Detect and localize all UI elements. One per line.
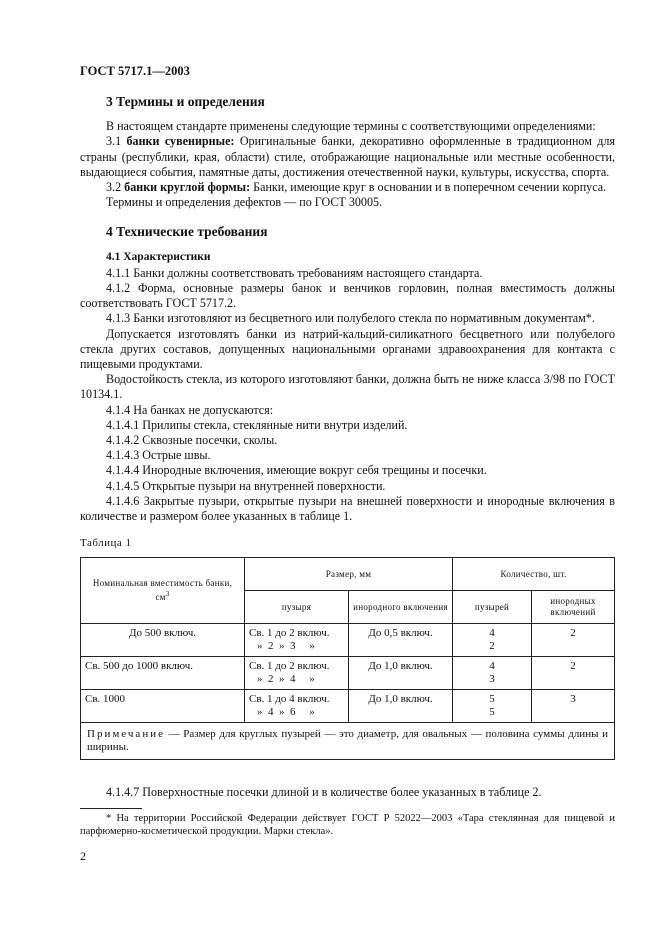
defects-table (80, 557, 615, 760)
clause-4-1-1: 4.1.1 Банки должны соответствовать требованиям настоящего стандарта. (106, 265, 483, 280)
table-caption: Таблица 1 (80, 537, 132, 550)
header-capacity: Номинальная вместимость банки, $см^3$ (81, 558, 245, 624)
cell-bubble-qty: 4 2 (453, 624, 532, 657)
header-size-inclusions: инородного включения (349, 591, 453, 624)
cell-capacity: Св. 1000 (81, 690, 245, 723)
section-3-intro: В настоящем стандарте применены следующие термины с соответствующими определениями: (106, 119, 596, 134)
table-note-text: — Размер для круглых пузырей — это диаметр, для овальных — половина суммы длины и ширины. (87, 728, 608, 754)
term-3-1-definition: Оригинальные банки, декоративно оформленные в традиционном для страны (республики, края, области) стиле, отображающие национальные или местные особенности, выдающиеся события, памятные даты, достижения отечественной науки, культуры, искусства, спорта. (80, 134, 616, 179)
cell-bubble-qty: 5 5 (453, 690, 532, 723)
header-quantity: Количество, шт. (453, 558, 615, 591)
page-header: ГОСТ 5717.1—2003 (80, 64, 190, 78)
cell-inclusion-qty: 2 (532, 624, 615, 657)
clause-4-1-4-6: 4.1.4.6 Закрытые пузыри, открытые пузыри на внешней поверхности и инородные включения в количестве и размером более указанных в таблице 1. (80, 493, 615, 524)
cell-inclusion-qty: 3 (532, 690, 615, 723)
clause-4-1-4-5: 4.1.4.5 Открытые пузыри на внутренней поверхности. (106, 478, 386, 493)
term-3-1 (80, 134, 615, 180)
clause-4-1-4-1: 4.1.4.1 Прилипы стекла, стеклянные нити внутри изделий. (106, 417, 408, 432)
term-3-1-term: банки сувенирные: (126, 134, 235, 149)
term-3-1-number: 3.1 (106, 134, 127, 149)
cell-capacity: До 500 включ. (81, 624, 245, 657)
clause-4-1-4-4: 4.1.4.4 Инородные включения, имеющие вокруг себя трещины и посечки. (106, 463, 487, 478)
term-3-2 (80, 180, 615, 195)
cell-inclusion-size: До 1,0 включ. (349, 690, 453, 723)
header-size: Размер, мм (245, 558, 453, 591)
clause-4-1-3: 4.1.3 Банки изготовляют из бесцветного или полубелого стекла по нормативным документам*. (106, 311, 595, 326)
clause-4-1-2: 4.1.2 Форма, основные размеры банок и венчиков горловин, полная вместимость должны соответствовать ГОСТ 5717.2. (80, 281, 615, 311)
subsection-4-1-title: 4.1 Характеристики (106, 250, 211, 263)
clause-allowance: Допускается изготовлять банки из натрий-кальций-силикатного бесцветного или полубелого стекла других составов, допущенных национальными органами здравоохранения для контакта с пищевыми продуктами. (80, 326, 615, 372)
section-4-title: 4 Технические требования (106, 224, 268, 240)
defects-reference: Термины и определения дефектов — по ГОСТ 30005. (106, 195, 383, 210)
clause-4-1-4-2: 4.1.4.2 Сквозные посечки, сколы. (106, 433, 278, 448)
term-3-2-term: банки круглой формы: (124, 180, 251, 195)
footnote: * На территории Российской Федерации действует ГОСТ Р 52022—2003 «Тара стеклянная для пищевой и парфюмерно-косметической продукции. Марки стекла». (80, 813, 615, 837)
page-content (80, 94, 615, 801)
cell-inclusion-qty: 2 (532, 657, 615, 690)
section-3-title: 3 Термины и определения (106, 94, 265, 109)
cell-bubble-qty: 4 3 (453, 657, 532, 690)
cell-inclusion-size: До 0,5 включ. (349, 624, 453, 657)
page-number: 2 (80, 849, 86, 863)
clause-water-resistance: Водостойкость стекла, из которого изготовляют банки, должна быть не ниже класса 3/98 по ГОСТ 10134.1. (80, 372, 615, 402)
table-note-label: Примечание (87, 728, 165, 741)
term-3-2-number: 3.2 (106, 180, 125, 195)
clause-4-1-4-3: 4.1.4.3 Острые швы. (106, 448, 211, 463)
cell-bubble-size: Св. 1 до 4 включ. » 4 » 6 » (245, 690, 349, 723)
cell-capacity: Св. 500 до 1000 включ. (81, 657, 245, 690)
table-row (81, 690, 615, 723)
table-note (81, 723, 615, 760)
table-row (81, 624, 615, 657)
clause-4-1-4-7: 4.1.4.7 Поверхностные посечки длиной и в количестве более указанных в таблице 2. (106, 785, 542, 800)
header-size-bubbles: пузыря (245, 591, 349, 624)
cell-inclusion-size: До 1,0 включ. (349, 657, 453, 690)
header-qty-inclusions: инородных включений (532, 591, 615, 624)
clause-4-1-4: 4.1.4 На банках не допускаются: (106, 402, 274, 417)
term-3-2-definition: Банки, имеющие круг в основании и в поперечном сечении корпуса. (250, 180, 607, 195)
footnote-divider (80, 808, 142, 809)
table-row (81, 657, 615, 690)
header-qty-bubbles: пузырей (453, 591, 532, 624)
cell-bubble-size: Св. 1 до 2 включ. » 2 » 3 » (245, 624, 349, 657)
cell-bubble-size: Св. 1 до 2 включ. » 2 » 4 » (245, 657, 349, 690)
